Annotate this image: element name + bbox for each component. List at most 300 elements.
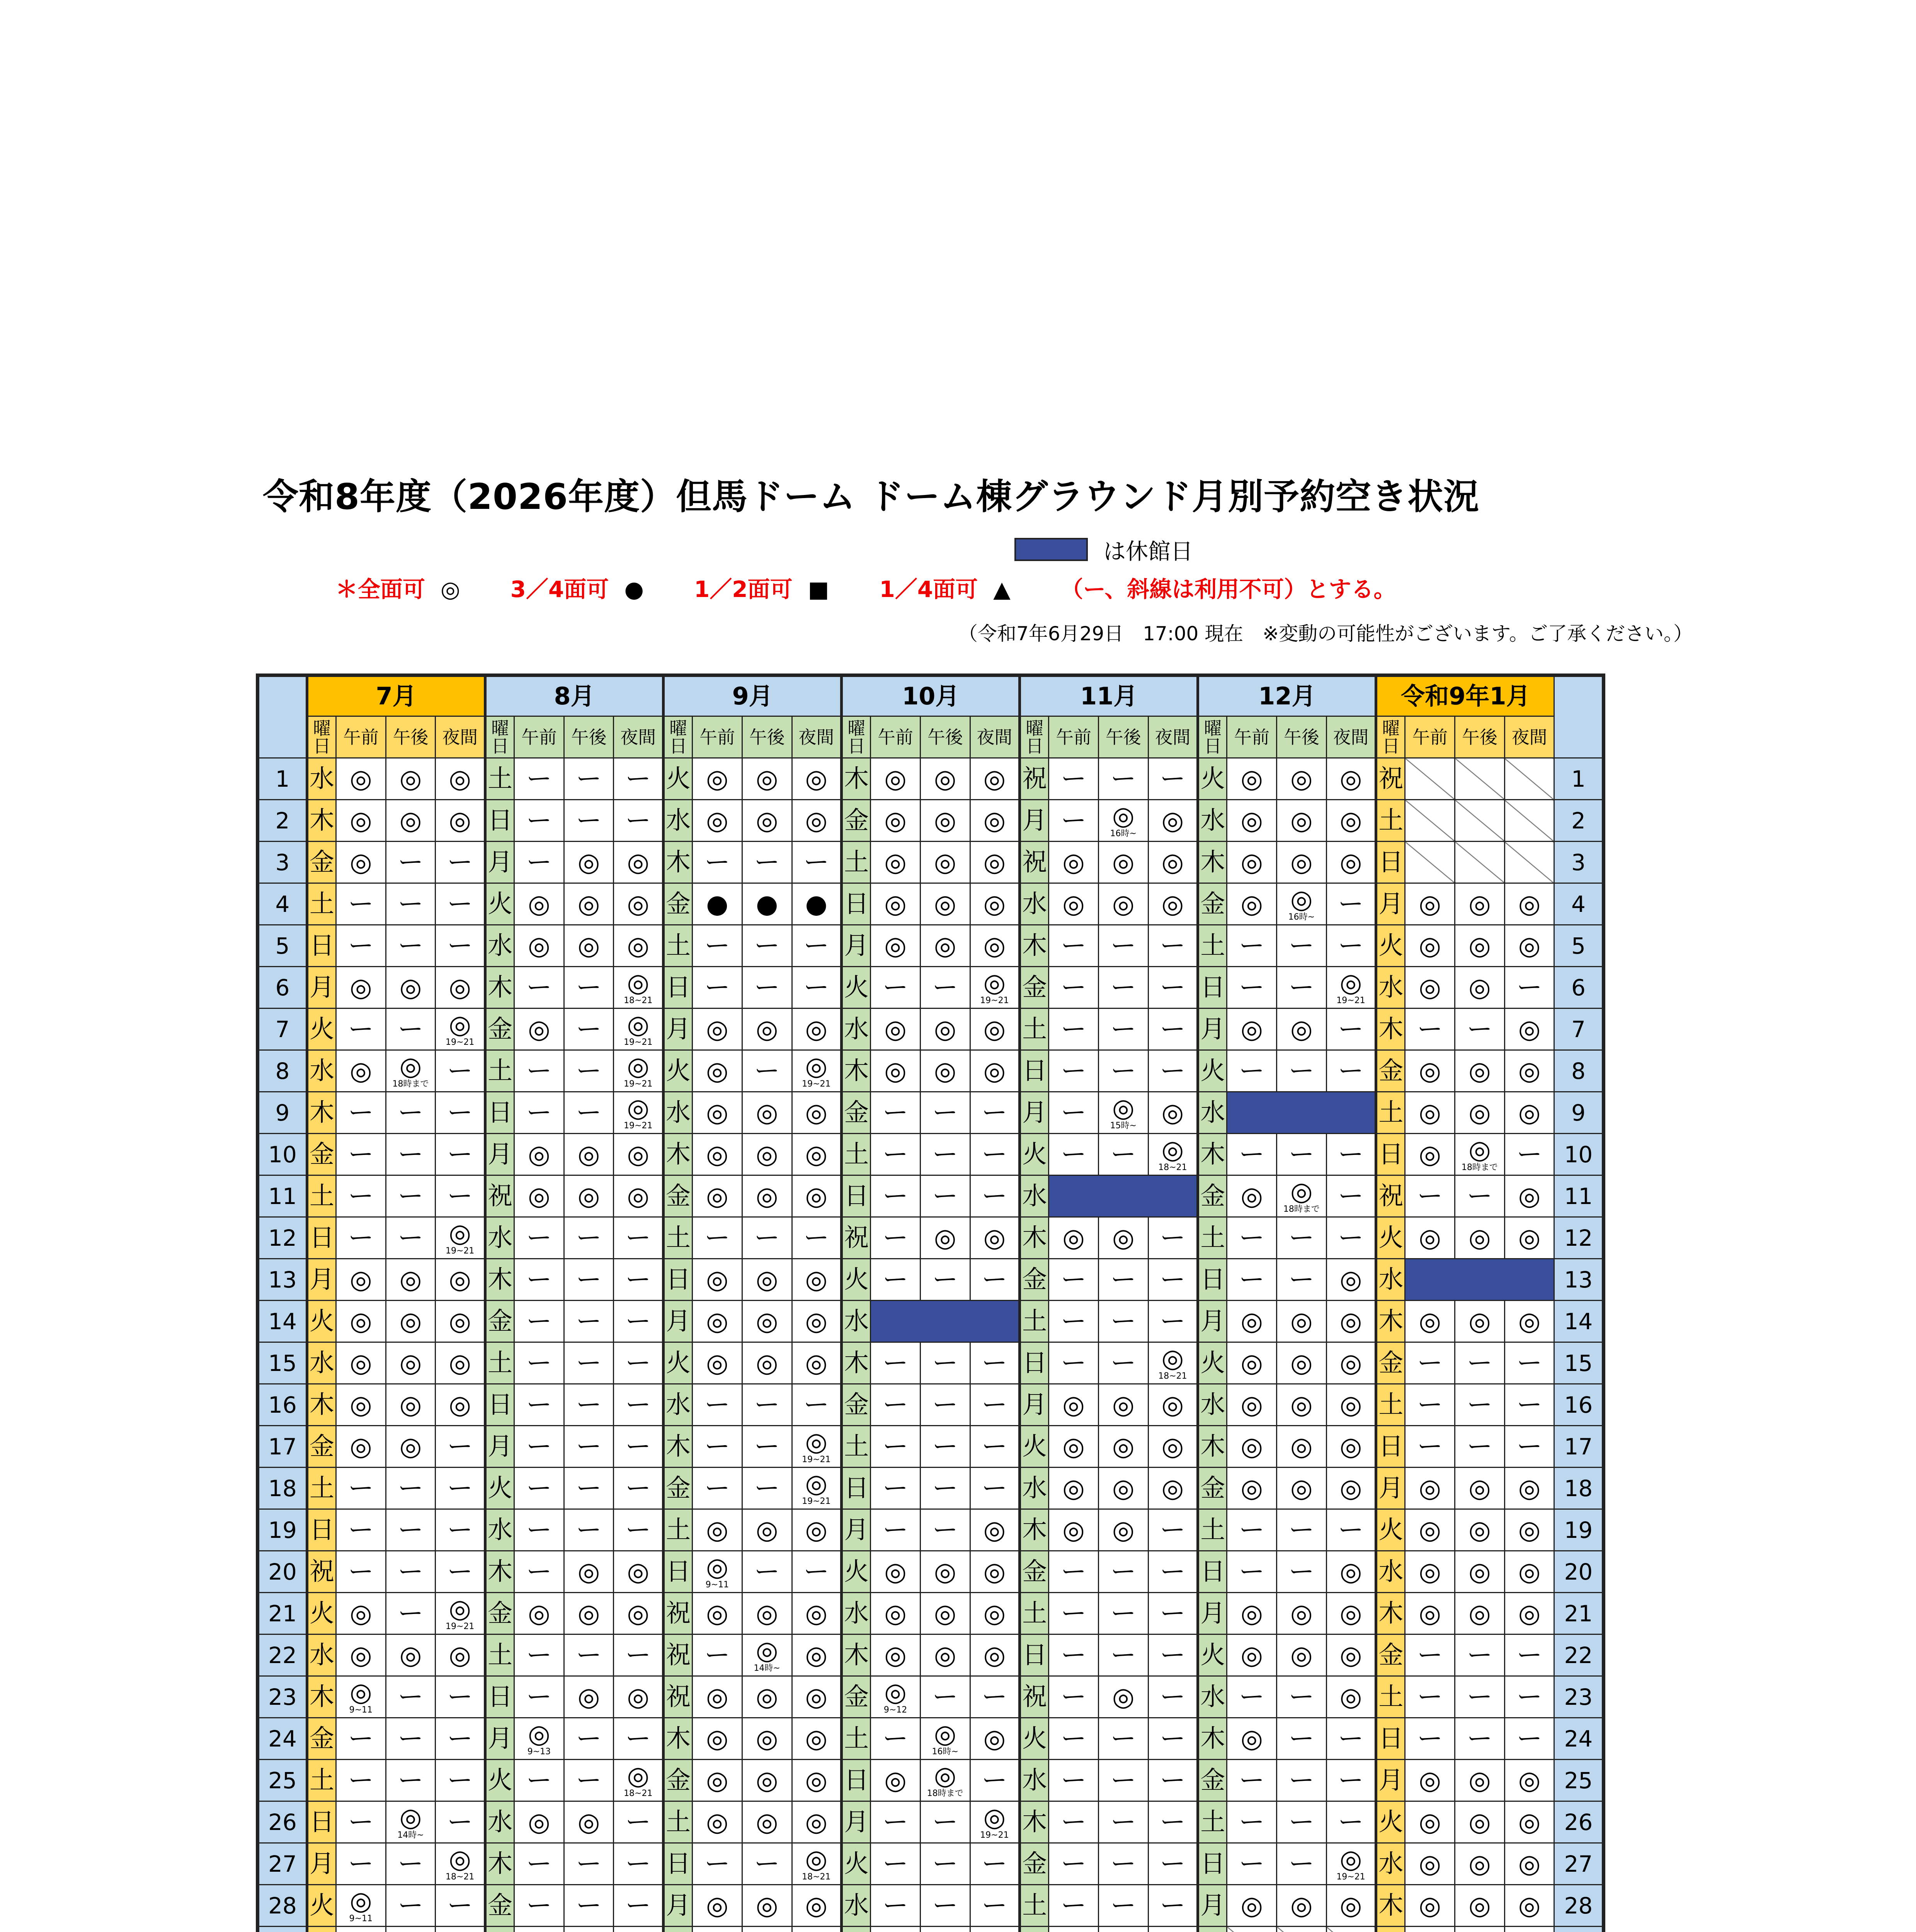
availability-slot[interactable]: ◎ [742, 758, 792, 800]
availability-slot[interactable]: ◎ [970, 1509, 1020, 1551]
availability-slot[interactable]: ◎ [1326, 1634, 1376, 1676]
availability-slot[interactable]: ◎ [1405, 1050, 1455, 1092]
availability-slot[interactable]: ◎ [1455, 967, 1505, 1009]
availability-slot[interactable]: ◎ [742, 1009, 792, 1050]
availability-slot[interactable]: ◎ [1504, 1050, 1554, 1092]
availability-slot[interactable]: ◎ [386, 1342, 436, 1384]
availability-slot[interactable]: ◎ [564, 1676, 614, 1718]
availability-slot[interactable]: ◎ [386, 1259, 436, 1301]
availability-slot[interactable]: ◎ [1504, 1092, 1554, 1134]
availability-slot[interactable] [386, 1050, 436, 1092]
availability-slot[interactable]: ◎ [970, 925, 1020, 967]
availability-slot[interactable]: ◎ [920, 925, 970, 967]
availability-slot[interactable]: ◎ [386, 1301, 436, 1342]
availability-slot[interactable]: ◎ [1098, 842, 1148, 883]
availability-slot[interactable]: ◎ [693, 1301, 742, 1342]
availability-slot[interactable]: ◎ [871, 1551, 921, 1593]
availability-slot[interactable]: ◎ [1504, 1593, 1554, 1634]
availability-slot[interactable]: ◎ [614, 1175, 664, 1217]
availability-slot[interactable]: ◎ [1049, 1509, 1099, 1551]
availability-slot[interactable]: ◎ [1227, 1426, 1277, 1468]
availability-slot[interactable]: ◎ [1405, 1551, 1455, 1593]
availability-slot[interactable]: ◎ [920, 1634, 970, 1676]
availability-slot[interactable]: ◎ [1098, 883, 1148, 925]
availability-slot[interactable]: ◎ [514, 925, 564, 967]
availability-slot[interactable]: ◎ [1455, 1050, 1505, 1092]
unavailable-slot: ー [564, 967, 614, 1009]
unavailable-slot: ー [1277, 1259, 1327, 1301]
availability-slot[interactable]: ◎ [742, 1134, 792, 1175]
availability-slot[interactable]: ◎ [1504, 1301, 1554, 1342]
availability-slot[interactable]: ◎ [1504, 883, 1554, 925]
availability-slot[interactable]: ◎ [436, 1634, 485, 1676]
availability-slot[interactable]: ◎ [336, 1301, 386, 1342]
availability-slot[interactable]: ◎ [792, 1009, 842, 1050]
availability-slot[interactable]: ◎ [792, 1134, 842, 1175]
availability-slot[interactable]: ◎ [514, 1009, 564, 1050]
availability-slot[interactable]: ◎ [1455, 1593, 1505, 1634]
availability-slot[interactable]: ◎ [871, 800, 921, 842]
availability-slot[interactable]: ◎ [1405, 1760, 1455, 1801]
availability-slot[interactable]: ◎ [1148, 883, 1198, 925]
availability-slot[interactable] [1148, 1134, 1198, 1175]
availability-slot[interactable] [792, 1468, 842, 1509]
availability-slot[interactable]: ◎ [564, 1175, 614, 1217]
availability-slot[interactable]: ◎ [564, 842, 614, 883]
availability-slot[interactable]: ◎ [1405, 1801, 1455, 1843]
availability-slot[interactable]: ◎ [693, 1134, 742, 1175]
availability-slot[interactable]: ◎ [1326, 1468, 1376, 1509]
availability-slot[interactable]: ◎ [1455, 1551, 1505, 1593]
availability-slot[interactable]: ◎ [970, 1009, 1020, 1050]
day-number: 12 [1554, 1217, 1604, 1259]
availability-slot[interactable]: ◎ [742, 800, 792, 842]
availability-slot[interactable]: ◎ [1455, 1509, 1505, 1551]
availability-slot[interactable]: ◎ [1405, 1885, 1455, 1927]
availability-slot[interactable]: ◎ [792, 758, 842, 800]
availability-slot[interactable]: ◎ [693, 1885, 742, 1927]
availability-slot[interactable]: ◎ [614, 1551, 664, 1593]
availability-slot[interactable] [1326, 1843, 1376, 1885]
availability-slot[interactable]: ◎ [1277, 1468, 1327, 1509]
unavailable-slot: ー [514, 1843, 564, 1885]
availability-slot[interactable]: ◎ [693, 1259, 742, 1301]
availability-slot[interactable]: ◎ [970, 758, 1020, 800]
availability-slot[interactable]: ◎ [1227, 1468, 1277, 1509]
availability-slot[interactable]: ◎ [436, 1342, 485, 1384]
unavailable-slot: ー [792, 967, 842, 1009]
availability-slot[interactable]: ◎ [920, 1551, 970, 1593]
availability-slot[interactable]: ◎ [1504, 1175, 1554, 1217]
availability-slot[interactable]: ◎ [1098, 1509, 1148, 1551]
availability-slot[interactable]: ◎ [742, 1092, 792, 1134]
availability-slot[interactable]: ◎ [742, 1801, 792, 1843]
availability-slot[interactable]: ◎ [1504, 1509, 1554, 1551]
availability-slot[interactable]: ◎ [792, 1593, 842, 1634]
availability-slot[interactable]: ◎ [1405, 1092, 1455, 1134]
availability-slot[interactable]: ◎ [1504, 1217, 1554, 1259]
day-number: 14 [258, 1301, 307, 1342]
availability-slot[interactable]: ◎ [1148, 1092, 1198, 1134]
availability-slot[interactable]: ◎ [1405, 1468, 1455, 1509]
availability-slot[interactable]: ◎ [336, 1384, 386, 1426]
availability-slot[interactable] [792, 1927, 842, 1932]
availability-slot[interactable]: ◎ [564, 1801, 614, 1843]
availability-slot[interactable]: ◎ [1326, 1885, 1376, 1927]
availability-slot[interactable]: ◎ [1277, 842, 1327, 883]
availability-slot[interactable]: ◎ [792, 1259, 842, 1301]
availability-slot[interactable]: ◎ [514, 1134, 564, 1175]
availability-slot[interactable]: ◎ [1277, 1342, 1327, 1384]
availability-slot[interactable] [614, 1050, 664, 1092]
availability-slot[interactable]: ◎ [1227, 1885, 1277, 1927]
availability-slot[interactable]: ◎ [614, 842, 664, 883]
availability-slot[interactable]: ◎ [1405, 1593, 1455, 1634]
availability-slot[interactable]: ◎ [1455, 1468, 1505, 1509]
availability-slot[interactable]: ◎ [1277, 1634, 1327, 1676]
availability-slot[interactable]: ◎ [693, 1342, 742, 1384]
availability-slot[interactable]: ◎ [1326, 1259, 1376, 1301]
availability-slot[interactable]: ◎ [1227, 842, 1277, 883]
availability-slot[interactable] [336, 1676, 386, 1718]
availability-slot[interactable]: ◎ [1049, 883, 1099, 925]
availability-slot[interactable]: ◎ [693, 1509, 742, 1551]
availability-slot[interactable]: ◎ [336, 800, 386, 842]
availability-slot[interactable]: ◎ [1148, 1384, 1198, 1426]
availability-slot[interactable] [742, 1634, 792, 1676]
availability-slot[interactable]: ◎ [436, 1259, 485, 1301]
availability-slot[interactable] [693, 1551, 742, 1593]
availability-slot[interactable]: ◎ [693, 1092, 742, 1134]
availability-slot[interactable]: ◎ [336, 1634, 386, 1676]
availability-slot[interactable]: ◎ [742, 1760, 792, 1801]
availability-slot[interactable]: ◎ [693, 758, 742, 800]
unavailable-slot: ー [514, 1468, 564, 1509]
availability-slot[interactable]: ◎ [970, 1634, 1020, 1676]
availability-slot[interactable]: ● [742, 883, 792, 925]
availability-slot[interactable]: ◎ [792, 1175, 842, 1217]
availability-slot[interactable]: ◎ [1227, 1342, 1277, 1384]
availability-slot[interactable] [1098, 1092, 1148, 1134]
availability-slot[interactable]: ◎ [386, 1634, 436, 1676]
availability-slot[interactable]: ◎ [1227, 800, 1277, 842]
availability-slot[interactable]: ◎ [436, 1301, 485, 1342]
availability-slot[interactable]: ◎ [742, 1676, 792, 1718]
availability-slot[interactable]: ◎ [1455, 925, 1505, 967]
availability-slot[interactable]: ◎ [386, 758, 436, 800]
availability-slot[interactable]: ◎ [792, 1718, 842, 1760]
availability-slot[interactable]: ◎ [1504, 1551, 1554, 1593]
availability-slot[interactable] [920, 1760, 970, 1801]
availability-slot[interactable]: ◎ [792, 1760, 842, 1801]
availability-slot[interactable]: ◎ [693, 1175, 742, 1217]
availability-slot[interactable]: ◎ [1455, 1885, 1505, 1927]
availability-slot[interactable]: ● [792, 883, 842, 925]
availability-slot[interactable]: ◎ [1227, 1718, 1277, 1760]
availability-slot[interactable]: ◎ [742, 1718, 792, 1760]
unavailable-slot: ー [970, 1760, 1020, 1801]
availability-slot[interactable]: ◎ [1049, 842, 1099, 883]
availability-slot[interactable]: ◎ [970, 1593, 1020, 1634]
availability-slot[interactable]: ◎ [871, 842, 921, 883]
availability-slot[interactable]: ◎ [693, 1801, 742, 1843]
availability-slot[interactable]: ◎ [742, 1175, 792, 1217]
availability-slot[interactable]: ◎ [1227, 1175, 1277, 1217]
availability-slot[interactable]: ◎ [1405, 1217, 1455, 1259]
availability-slot[interactable]: ◎ [1227, 1009, 1277, 1050]
availability-slot[interactable]: ◎ [1227, 1384, 1277, 1426]
availability-slot[interactable]: ◎ [614, 1593, 664, 1634]
availability-slot[interactable]: ◎ [1504, 925, 1554, 967]
availability-slot[interactable]: ◎ [742, 1885, 792, 1927]
availability-slot[interactable]: ◎ [1326, 1342, 1376, 1384]
availability-slot[interactable] [693, 1927, 742, 1932]
availability-slot[interactable]: ◎ [1326, 1301, 1376, 1342]
availability-slot[interactable]: ◎ [1227, 883, 1277, 925]
availability-slot[interactable]: ◎ [1277, 800, 1327, 842]
availability-slot[interactable]: ◎ [871, 925, 921, 967]
availability-slot[interactable] [614, 1092, 664, 1134]
availability-slot[interactable]: ◎ [742, 1509, 792, 1551]
availability-slot[interactable] [792, 1843, 842, 1885]
availability-slot[interactable]: ◎ [871, 1009, 921, 1050]
availability-slot[interactable]: ◎ [564, 883, 614, 925]
availability-slot[interactable]: ◎ [1405, 1301, 1455, 1342]
availability-slot[interactable]: ◎ [336, 967, 386, 1009]
availability-slot[interactable]: ◎ [920, 1217, 970, 1259]
availability-slot[interactable]: ◎ [871, 1634, 921, 1676]
availability-slot[interactable]: ◎ [564, 1551, 614, 1593]
availability-slot[interactable]: ◎ [386, 800, 436, 842]
availability-slot[interactable]: ◎ [1098, 1384, 1148, 1426]
availability-slot[interactable]: ◎ [1326, 1676, 1376, 1718]
availability-slot[interactable] [614, 1009, 664, 1050]
availability-slot[interactable]: ◎ [1277, 1885, 1327, 1927]
availability-slot[interactable]: ◎ [614, 1676, 664, 1718]
availability-slot[interactable]: ◎ [1455, 1092, 1505, 1134]
availability-slot[interactable]: ◎ [336, 1342, 386, 1384]
availability-slot[interactable]: ◎ [1049, 1217, 1099, 1259]
availability-slot[interactable]: ◎ [1504, 1009, 1554, 1050]
availability-slot[interactable]: ◎ [693, 1009, 742, 1050]
availability-slot[interactable]: ◎ [792, 1509, 842, 1551]
availability-slot[interactable] [336, 1885, 386, 1927]
availability-slot[interactable]: ◎ [336, 842, 386, 883]
availability-slot[interactable]: ◎ [1405, 883, 1455, 925]
availability-slot[interactable]: ◎ [1277, 758, 1327, 800]
availability-slot[interactable]: ◎ [1227, 758, 1277, 800]
availability-slot[interactable]: ◎ [614, 1134, 664, 1175]
availability-slot[interactable]: ◎ [386, 967, 436, 1009]
availability-slot[interactable]: ◎ [336, 1050, 386, 1092]
availability-slot[interactable]: ◎ [742, 1593, 792, 1634]
availability-slot[interactable]: ◎ [792, 1092, 842, 1134]
availability-slot[interactable]: ◎ [1148, 1468, 1198, 1509]
availability-slot[interactable] [436, 1217, 485, 1259]
availability-slot[interactable]: ◎ [742, 1301, 792, 1342]
availability-slot[interactable]: ◎ [1148, 842, 1198, 883]
availability-slot[interactable]: ◎ [1277, 1384, 1327, 1426]
availability-slot[interactable]: ◎ [792, 1801, 842, 1843]
availability-slot[interactable]: ◎ [693, 1718, 742, 1760]
availability-slot[interactable]: ◎ [693, 1593, 742, 1634]
availability-slot[interactable]: ◎ [1326, 758, 1376, 800]
availability-slot[interactable]: ◎ [792, 1342, 842, 1384]
availability-slot[interactable]: ● [693, 883, 742, 925]
availability-slot[interactable]: ◎ [920, 1050, 970, 1092]
availability-slot[interactable] [614, 1760, 664, 1801]
availability-slot[interactable]: ◎ [514, 1801, 564, 1843]
availability-slot[interactable]: ◎ [1148, 800, 1198, 842]
availability-slot[interactable]: ◎ [336, 1426, 386, 1468]
availability-slot[interactable]: ◎ [920, 1593, 970, 1634]
availability-slot[interactable]: ◎ [871, 1593, 921, 1634]
availability-slot[interactable]: ◎ [336, 758, 386, 800]
availability-slot[interactable]: ◎ [436, 758, 485, 800]
availability-slot[interactable] [614, 967, 664, 1009]
availability-slot[interactable] [970, 1801, 1020, 1843]
availability-slot[interactable]: ◎ [1227, 1593, 1277, 1634]
availability-slot[interactable]: ◎ [970, 1551, 1020, 1593]
availability-slot[interactable]: ◎ [871, 758, 921, 800]
availability-slot[interactable]: ◎ [871, 883, 921, 925]
availability-slot[interactable] [920, 1718, 970, 1760]
availability-slot[interactable]: ◎ [1277, 1301, 1327, 1342]
availability-slot[interactable]: ◎ [614, 883, 664, 925]
availability-slot[interactable] [970, 967, 1020, 1009]
availability-slot[interactable]: ◎ [693, 800, 742, 842]
availability-slot[interactable]: ◎ [1098, 1426, 1148, 1468]
availability-slot[interactable]: ◎ [871, 1050, 921, 1092]
availability-slot[interactable] [1148, 1342, 1198, 1384]
availability-slot[interactable] [514, 1718, 564, 1760]
availability-slot[interactable]: ◎ [742, 1259, 792, 1301]
availability-slot[interactable]: ◎ [514, 883, 564, 925]
availability-slot[interactable]: ◎ [436, 800, 485, 842]
availability-slot[interactable]: ◎ [1098, 1217, 1148, 1259]
availability-slot[interactable]: ◎ [1227, 1634, 1277, 1676]
availability-slot[interactable]: ◎ [920, 758, 970, 800]
availability-slot[interactable]: ◎ [693, 1050, 742, 1092]
availability-slot[interactable]: ◎ [514, 1593, 564, 1634]
availability-slot[interactable]: ◎ [792, 1301, 842, 1342]
availability-slot[interactable]: ◎ [386, 1384, 436, 1426]
availability-slot[interactable] [1455, 1134, 1505, 1175]
availability-slot[interactable]: ◎ [1326, 800, 1376, 842]
day-number: 6 [258, 967, 307, 1009]
availability-slot[interactable] [871, 1676, 921, 1718]
availability-slot[interactable] [742, 1927, 792, 1932]
availability-slot[interactable]: ◎ [336, 1593, 386, 1634]
availability-slot[interactable]: ◎ [1504, 1885, 1554, 1927]
availability-slot[interactable]: ◎ [871, 1760, 921, 1801]
availability-slot[interactable]: ◎ [970, 1718, 1020, 1760]
availability-slot[interactable]: ◎ [693, 1676, 742, 1718]
availability-slot[interactable]: ◎ [564, 925, 614, 967]
availability-slot[interactable] [436, 1009, 485, 1050]
availability-slot[interactable]: ◎ [1455, 1301, 1505, 1342]
availability-slot[interactable]: ◎ [693, 1760, 742, 1801]
availability-slot[interactable]: ◎ [970, 883, 1020, 925]
availability-slot[interactable]: ◎ [1455, 1801, 1505, 1843]
availability-slot[interactable]: ◎ [1455, 1217, 1505, 1259]
availability-slot[interactable]: ◎ [1326, 1593, 1376, 1634]
availability-slot[interactable]: ◎ [920, 800, 970, 842]
availability-slot[interactable]: ◎ [1455, 883, 1505, 925]
availability-slot[interactable]: ◎ [1326, 842, 1376, 883]
availability-slot[interactable]: ◎ [1098, 1676, 1148, 1718]
availability-slot[interactable]: ◎ [1326, 1551, 1376, 1593]
availability-slot[interactable]: ◎ [970, 842, 1020, 883]
availability-slot[interactable]: ◎ [970, 800, 1020, 842]
availability-slot[interactable]: ◎ [336, 1259, 386, 1301]
availability-slot[interactable]: ◎ [1049, 1426, 1099, 1468]
availability-slot[interactable]: ◎ [1227, 1301, 1277, 1342]
availability-slot[interactable]: ◎ [1504, 1843, 1554, 1885]
availability-slot[interactable] [436, 1843, 485, 1885]
availability-slot[interactable] [386, 1801, 436, 1843]
availability-slot[interactable] [1277, 883, 1327, 925]
availability-slot[interactable]: ◎ [1405, 1509, 1455, 1551]
availability-slot[interactable]: ◎ [1277, 1009, 1327, 1050]
weekday-cell: 月 [307, 1843, 336, 1885]
availability-slot[interactable] [792, 1050, 842, 1092]
availability-slot[interactable]: ◎ [564, 1134, 614, 1175]
availability-slot[interactable]: ◎ [792, 1634, 842, 1676]
availability-slot[interactable] [792, 1426, 842, 1468]
availability-slot[interactable]: ◎ [920, 1009, 970, 1050]
availability-slot[interactable]: ◎ [614, 925, 664, 967]
availability-slot[interactable]: ◎ [920, 883, 970, 925]
availability-slot[interactable]: ◎ [792, 1676, 842, 1718]
availability-slot[interactable]: ◎ [436, 1384, 485, 1426]
availability-slot[interactable]: ◎ [386, 1426, 436, 1468]
availability-slot[interactable]: ◎ [564, 1593, 614, 1634]
availability-slot[interactable]: ◎ [1504, 1760, 1554, 1801]
availability-slot[interactable]: ◎ [1049, 1468, 1099, 1509]
availability-slot[interactable]: ◎ [792, 800, 842, 842]
weekday-cell: 土 [485, 1050, 514, 1092]
availability-slot[interactable]: ◎ [1277, 1426, 1327, 1468]
availability-slot[interactable]: ◎ [1504, 1468, 1554, 1509]
availability-slot[interactable]: ◎ [436, 967, 485, 1009]
availability-slot[interactable] [1277, 1175, 1327, 1217]
availability-slot[interactable]: ◎ [1405, 967, 1455, 1009]
availability-slot[interactable]: ◎ [514, 1175, 564, 1217]
availability-slot[interactable]: ◎ [920, 842, 970, 883]
availability-slot[interactable]: ◎ [1455, 1760, 1505, 1801]
availability-slot[interactable]: ◎ [792, 1885, 842, 1927]
availability-slot[interactable]: ◎ [1049, 1384, 1099, 1426]
availability-slot[interactable]: ◎ [1405, 925, 1455, 967]
availability-slot[interactable]: ◎ [1277, 1593, 1327, 1634]
availability-slot[interactable]: ◎ [1504, 1801, 1554, 1843]
availability-slot[interactable]: ◎ [970, 1217, 1020, 1259]
availability-slot[interactable]: ◎ [1405, 1843, 1455, 1885]
availability-slot[interactable]: ◎ [1098, 1468, 1148, 1509]
availability-slot[interactable]: ◎ [1326, 1384, 1376, 1426]
availability-slot[interactable]: ◎ [1455, 1843, 1505, 1885]
availability-slot[interactable] [1098, 800, 1148, 842]
availability-slot[interactable] [436, 1593, 485, 1634]
availability-slot[interactable]: ◎ [1405, 1134, 1455, 1175]
unavailable-slot: ー [1455, 1426, 1505, 1468]
availability-slot[interactable] [1326, 967, 1376, 1009]
availability-slot[interactable]: ◎ [742, 1342, 792, 1384]
availability-slot[interactable]: ◎ [1148, 1426, 1198, 1468]
availability-slot[interactable]: ◎ [1326, 1426, 1376, 1468]
availability-slot[interactable]: ◎ [970, 1050, 1020, 1092]
